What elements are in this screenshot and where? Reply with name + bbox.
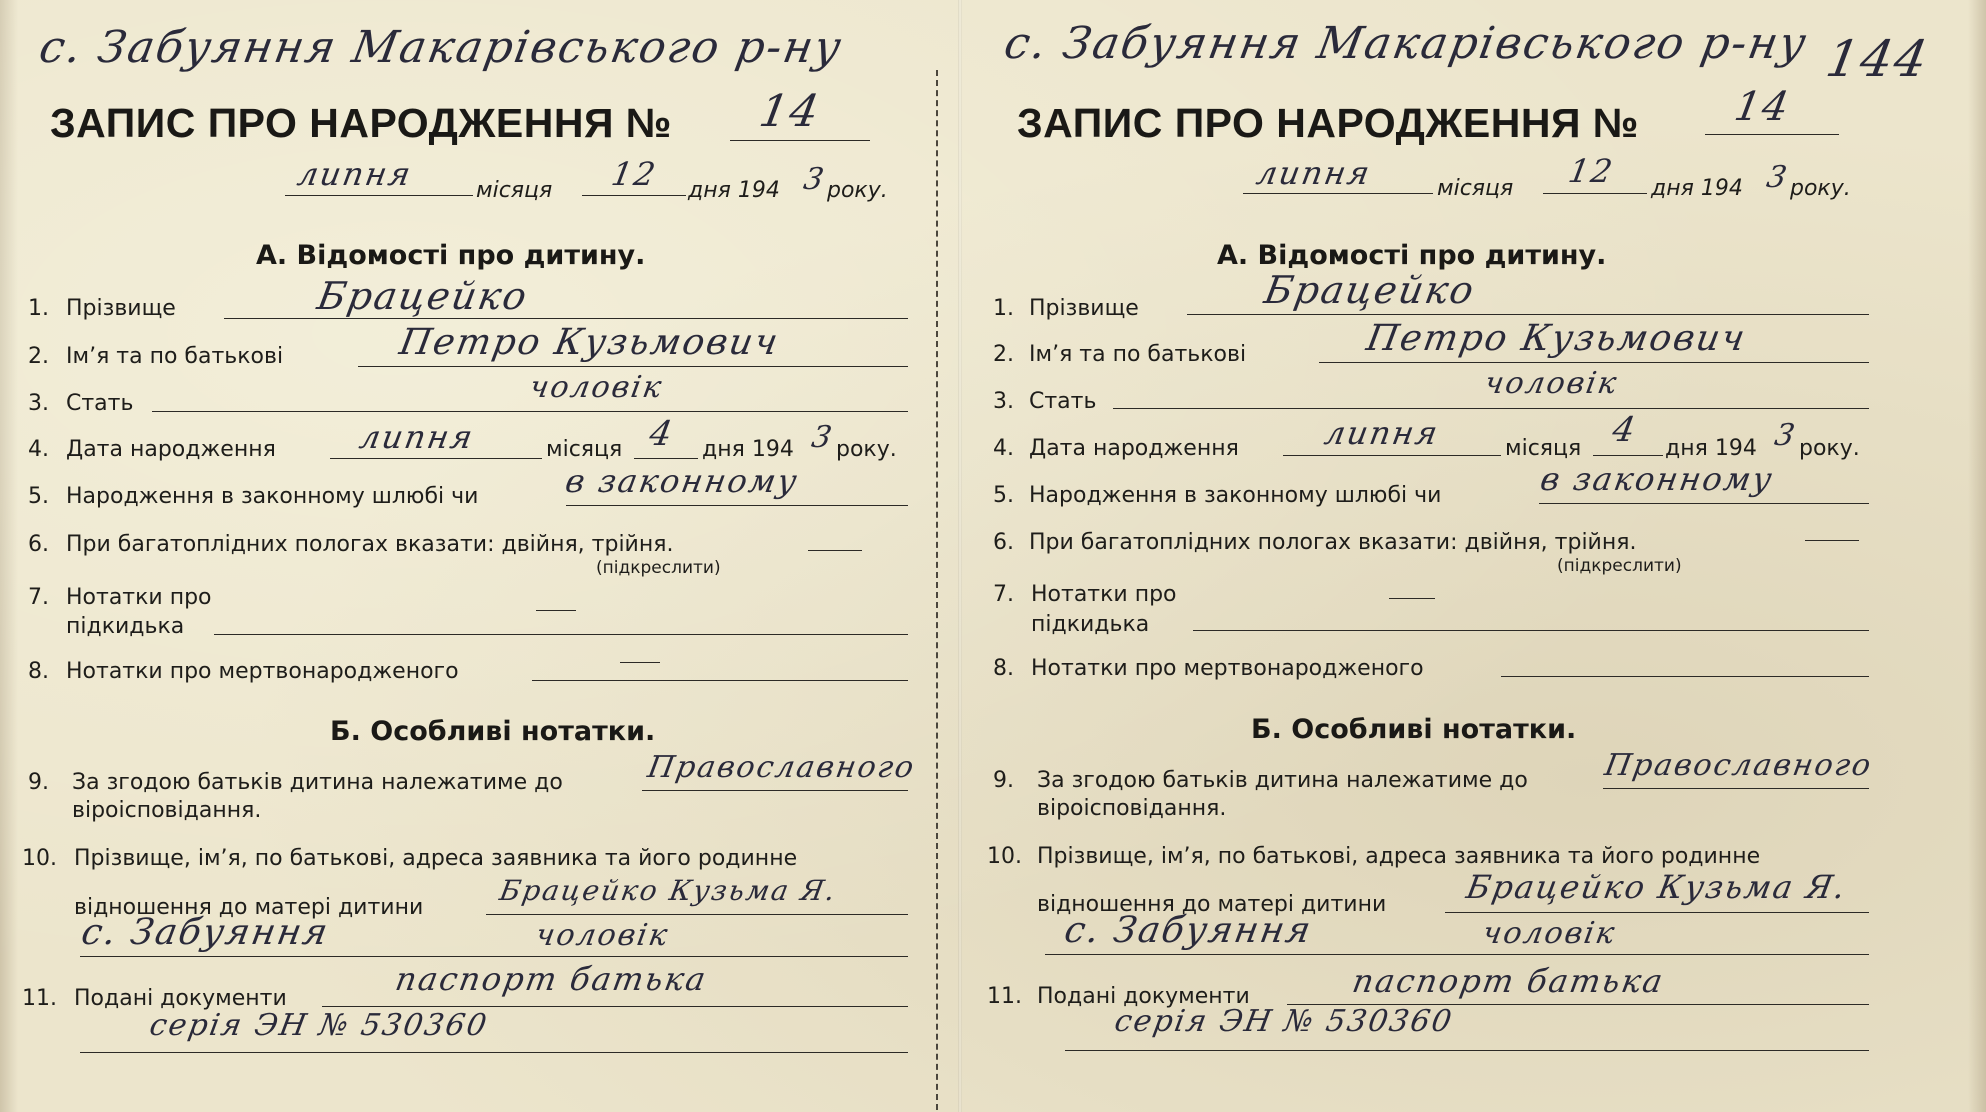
field-4-month-line [1283,455,1501,456]
field-4-label: Дата народження [66,437,276,462]
field-10-value-2a: с. Забуяння [78,912,333,953]
field-7-label-2: підкидька [66,614,185,639]
field-4-number: 4. [993,436,1014,461]
field-4-month-word: місяця [1505,436,1582,461]
left-record-copy [0,0,960,1112]
field-9-label-1: За згодою батьків дитина належатиме до [1037,768,1528,793]
field-10-line-1 [486,914,908,915]
field-6-label: При багатоплідних пологах вказати: двійня, трійня. [66,532,674,557]
field-9-value: Православного [644,750,919,785]
archive-page-number: 144 [1821,30,1934,88]
field-4-day-value: 4 [646,414,678,454]
field-9-number: 9. [28,770,49,795]
field-5-number: 5. [993,483,1014,508]
field-9-line [1603,788,1869,789]
field-9-number: 9. [993,768,1014,793]
field-4-year-word: року. [836,437,897,462]
date-month-line [285,195,473,196]
village-handwriting: с. Забуяння Макарівського р-ну [35,22,847,73]
field-2-line [358,366,908,367]
field-5-number: 5. [28,484,49,509]
field-5-value: в законному [1537,460,1777,498]
record-number-line [730,140,870,141]
field-7-line [1193,630,1869,631]
field-3-label: Стать [66,391,134,416]
field-11-value-2: серія ЭН № 530360 [1111,1004,1456,1039]
date-year-word: року. [1790,176,1851,201]
field-7-number: 7. [28,585,49,610]
field-10-value-1: Брацейко Кузьма Я. [1463,868,1850,906]
field-2-number: 2. [28,344,49,369]
date-year-digit: 3 [800,162,829,197]
field-5-line [566,505,908,506]
date-month-word: місяця [1437,176,1514,201]
field-11-line-2 [80,1052,908,1053]
field-11-number: 11. [987,984,1022,1009]
field-4-month-value: липня [356,418,478,456]
field-4-day-value: 4 [1609,410,1641,450]
field-9-label-1: За згодою батьків дитина належатиме до [72,770,563,795]
date-month-word: місяця [476,178,553,203]
field-4-month-value: липня [1321,414,1443,452]
field-4-day-word: дня 194 [702,437,794,462]
field-11-value-1: паспорт батька [1349,962,1668,1000]
field-6-label: При багатоплідних пологах вказати: двійня, трійня. [1029,530,1637,555]
field-2-value: Петро Кузьмович [396,322,783,363]
field-1-number: 1. [993,296,1014,321]
field-3-label: Стать [1029,389,1097,414]
field-2-line [1319,362,1869,363]
field-2-value: Петро Кузьмович [1363,318,1750,359]
date-day-word: дня 194 [688,178,780,203]
right-record-copy [965,0,1934,1112]
field-3-value: чоловік [526,370,666,405]
field-9-value: Православного [1601,748,1876,783]
field-6-note: (підкреслити) [1557,556,1682,576]
field-4-year-digit: 3 [1771,418,1800,453]
field-3-number: 3. [993,389,1014,414]
field-11-line-1 [322,1006,908,1007]
record-number-line [1705,134,1839,135]
date-day-handwriting: 12 [608,155,661,193]
record-title: ЗАПИС ПРО НАРОДЖЕННЯ № [50,100,673,146]
section-a-heading: А. Відомості про дитину. [1217,240,1607,271]
field-11-line-2 [1065,1050,1869,1051]
field-6-dash [1805,540,1859,541]
record-number-handwriting: 14 [755,86,825,137]
field-11-value-1: паспорт батька [392,960,711,998]
field-4-day-word: дня 194 [1665,436,1757,461]
field-6-number: 6. [28,532,49,557]
field-2-label: Ім’я та по батькові [1029,342,1247,367]
field-10-number: 10. [987,844,1022,869]
field-3-number: 3. [28,391,49,416]
field-8-number: 8. [28,659,49,684]
field-4-day-line [1593,455,1663,456]
field-2-number: 2. [993,342,1014,367]
date-day-handwriting: 12 [1565,152,1618,190]
field-11-number: 11. [22,986,57,1011]
date-day-word: дня 194 [1651,176,1743,201]
field-7-label-2: підкидька [1031,612,1150,637]
field-7-number: 7. [993,582,1014,607]
field-1-line [1187,314,1869,315]
field-10-value-2b: чоловік [532,918,672,953]
field-5-label: Народження в законному шлюбі чи [66,484,479,509]
field-6-note: (підкреслити) [596,558,721,578]
field-4-month-line [330,458,542,459]
date-day-line [1543,193,1647,194]
field-10-label-2: відношення до матері дитини [1037,892,1387,917]
field-8-dash [620,662,660,663]
field-11-value-2: серія ЭН № 530360 [146,1008,491,1043]
field-10-line-2 [80,956,908,957]
field-11-label: Подані документи [1037,984,1250,1009]
field-1-value: Брацейко [314,274,532,318]
field-9-label-2: віроісповідання. [72,798,262,823]
field-9-line [642,790,908,791]
field-6-number: 6. [993,530,1014,555]
field-10-value-1: Брацейко Кузьма Я. [497,874,840,907]
field-1-label: Прізвище [66,296,176,321]
field-1-value: Брацейко [1261,268,1479,312]
field-4-label: Дата народження [1029,436,1239,461]
village-handwriting: с. Забуяння Макарівського р-ну [1000,18,1812,69]
field-5-value: в законному [562,462,802,500]
field-4-month-word: місяця [546,437,623,462]
date-month-handwriting: липня [1253,154,1375,192]
field-7-dash [536,610,576,611]
field-5-label: Народження в законному шлюбі чи [1029,483,1442,508]
field-7-label-1: Нотатки про [1031,582,1177,607]
field-10-value-2a: с. Забуяння [1061,910,1316,951]
field-3-value: чоловік [1481,366,1621,401]
field-1-line [224,318,908,319]
date-year-digit: 3 [1763,160,1792,195]
field-8-label: Нотатки про мертвонародженого [66,659,459,684]
field-4-year-word: року. [1799,436,1860,461]
section-b-heading: Б. Особливі нотатки. [1251,714,1577,745]
field-8-label: Нотатки про мертвонародженого [1031,656,1424,681]
record-number-handwriting: 14 [1730,84,1794,130]
field-10-value-2b: чоловік [1479,916,1619,951]
field-10-label-1: Прізвище, ім’я, по батькові, адреса заявника та його родинне [1037,844,1761,869]
field-3-line [152,411,908,412]
field-2-label: Ім’я та по батькові [66,344,284,369]
field-1-number: 1. [28,296,49,321]
field-10-label-2: відношення до матері дитини [74,895,424,920]
date-month-line [1243,193,1433,194]
field-8-line [1501,676,1869,677]
field-7-label-1: Нотатки про [66,585,212,610]
field-10-number: 10. [22,846,57,871]
section-b-heading: Б. Особливі нотатки. [330,716,656,747]
field-4-year-digit: 3 [808,420,837,455]
record-title: ЗАПИС ПРО НАРОДЖЕННЯ № [1017,100,1640,146]
field-10-label-1: Прізвище, ім’я, по батькові, адреса заявника та його родинне [74,846,798,871]
field-9-label-2: віроісповідання. [1037,796,1227,821]
field-4-number: 4. [28,437,49,462]
field-5-line [1539,503,1869,504]
field-7-line [214,634,908,635]
field-4-day-line [634,458,698,459]
field-3-line [1113,408,1869,409]
field-6-dash [808,550,862,551]
date-year-word: року. [827,178,888,203]
date-month-handwriting: липня [294,155,416,193]
field-10-line-2 [1045,954,1869,955]
field-10-line-1 [1445,912,1869,913]
field-11-label: Подані документи [74,986,287,1011]
date-day-line [582,195,686,196]
field-1-label: Прізвище [1029,296,1139,321]
section-a-heading: А. Відомості про дитину. [256,240,646,271]
field-7-dash [1389,598,1435,599]
field-8-line [532,680,908,681]
field-8-number: 8. [993,656,1014,681]
